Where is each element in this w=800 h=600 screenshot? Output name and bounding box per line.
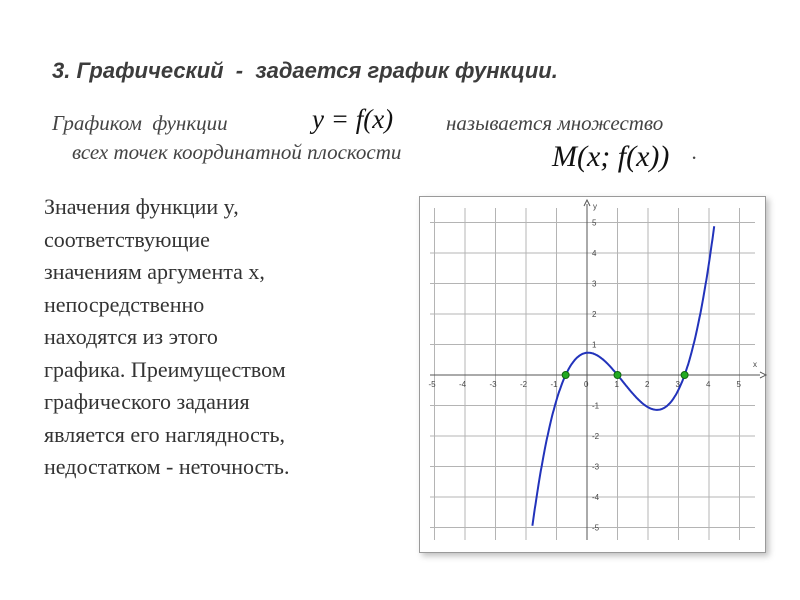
point-formula: M(x; f(x)): [552, 140, 670, 173]
x-tick-label: -4: [459, 380, 467, 389]
definition-part1: Графиком функции: [52, 111, 228, 135]
x-tick-label: -1: [550, 380, 558, 389]
x-tick-label: 0: [584, 380, 589, 389]
body-line: находятся из этого: [44, 324, 218, 349]
y-tick-label: -3: [592, 462, 600, 472]
y-tick-label: 5: [592, 218, 597, 228]
y-tick-label: 1: [592, 340, 597, 350]
x-axis-arrow: [760, 372, 766, 378]
y-axis-label: y: [593, 202, 597, 211]
body-line: недостатком - неточность.: [44, 454, 290, 479]
body-line: значениям аргумента x,: [44, 259, 265, 284]
y-tick-label: 4: [592, 249, 597, 258]
root-point: [562, 372, 569, 379]
y-tick-label: -5: [592, 523, 600, 533]
function-formula: y = f(x): [312, 104, 394, 134]
x-tick-label: 4: [706, 380, 711, 389]
definition-period: .: [692, 140, 698, 164]
x-axis-label: x: [753, 360, 757, 369]
y-tick-label: 2: [592, 310, 597, 319]
page-title: 3. Графический - задается график функции.: [52, 58, 558, 83]
body-line: соответствующие: [44, 226, 210, 252]
x-tick-label: 3: [675, 380, 680, 389]
body-line: является его наглядность,: [44, 421, 286, 447]
definition-part2: называется множество: [446, 111, 664, 135]
root-point: [681, 372, 688, 379]
y-tick-label: -1: [592, 401, 600, 411]
x-tick-label: -5: [428, 380, 436, 389]
body-line: непосредственно: [44, 291, 205, 317]
y-tick-label: 3: [592, 279, 597, 289]
y-tick-label: -4: [592, 493, 600, 502]
body-line: графического задания: [44, 389, 250, 414]
x-tick-label: 1: [614, 380, 619, 389]
x-tick-label: -3: [489, 380, 497, 389]
y-tick-label: -2: [592, 432, 600, 441]
x-tick-label: -2: [520, 380, 528, 389]
body-line: Значения функции y,: [44, 194, 239, 219]
x-tick-label: 2: [645, 380, 650, 389]
axes: [430, 200, 766, 540]
definition-part3: всех точек координатной плоскости: [72, 140, 402, 164]
body-line: графика. Преимуществом: [44, 356, 286, 382]
root-point: [614, 372, 621, 379]
tick-labels: [429, 202, 758, 533]
x-tick-label: 5: [736, 380, 741, 389]
